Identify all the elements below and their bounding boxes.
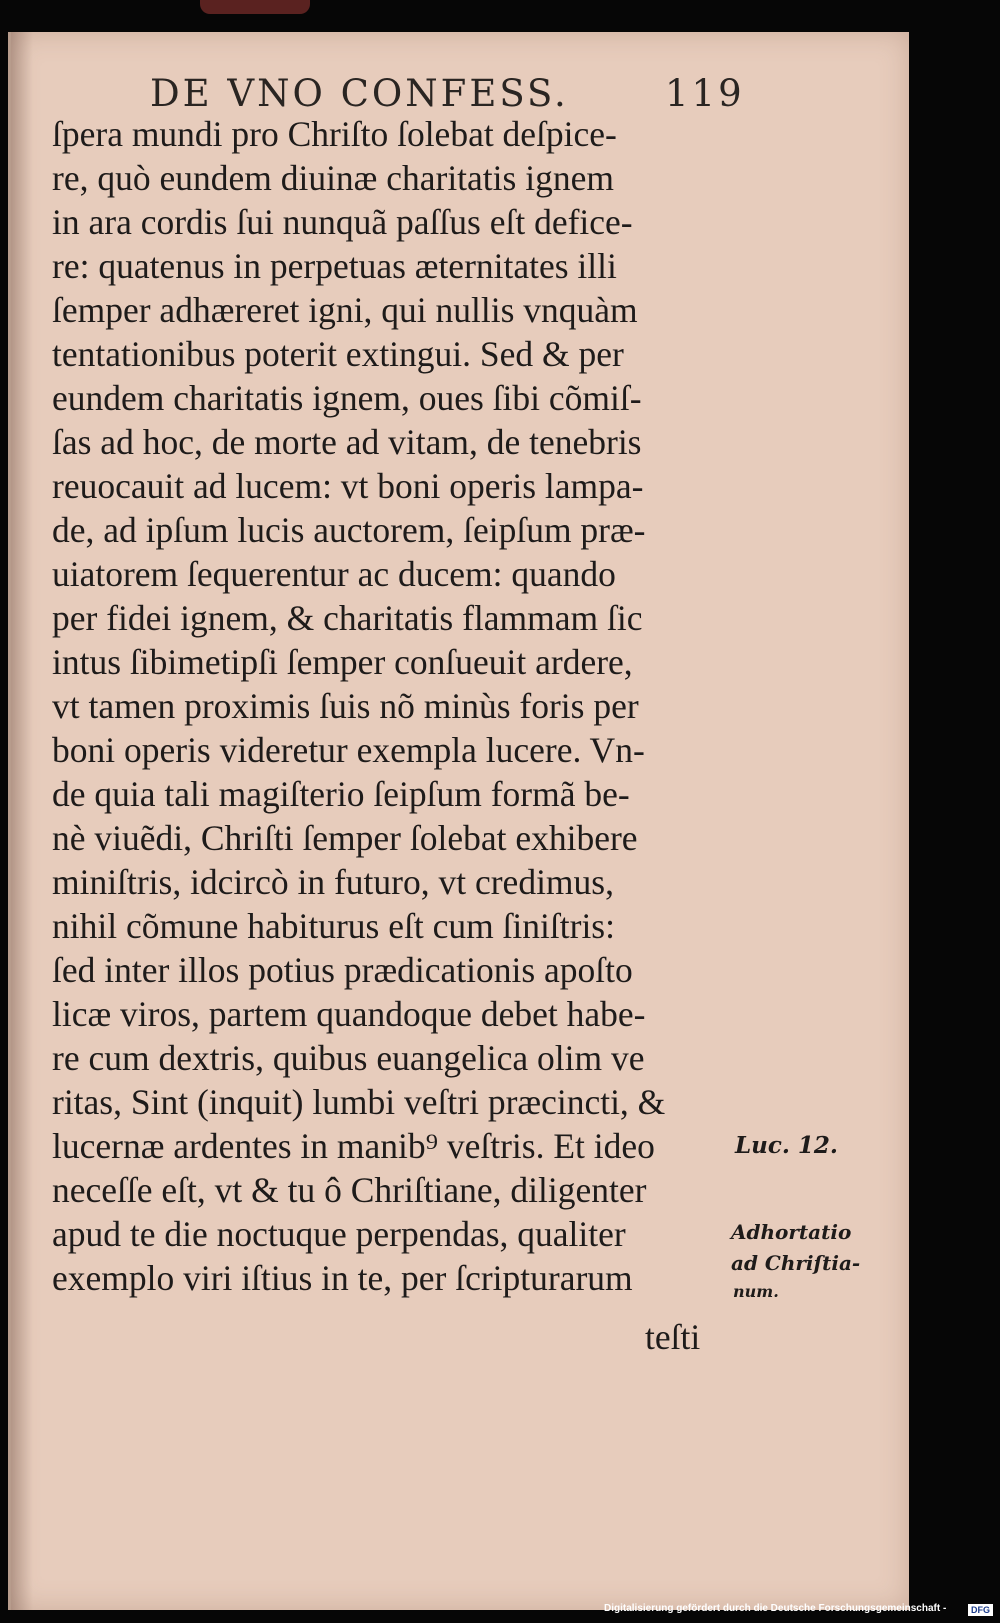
body-text	[52, 112, 752, 1300]
running-title: DE VNO CONFESS.	[150, 72, 569, 115]
digitization-credit: Digitalisierung gefördert durch die Deutsche Forschungsgemeinschaft -	[604, 1603, 947, 1614]
top-stain	[200, 0, 310, 14]
text-line: ritas, Sint (inquit) lumbi veſtri præcincti, &	[52, 1082, 666, 1122]
text-line: exemplo viri iſtius in te, per ſcripturarum	[52, 1258, 633, 1298]
text-line: apud te die noctuque perpendas, qualiter	[52, 1214, 626, 1254]
text-line: reuocauit ad lucem: vt boni operis lampa-	[52, 466, 644, 506]
marginal-note-reference: Luc. 12.	[735, 1132, 838, 1159]
text-line: uiatorem ſequerentur ac ducem: quando	[52, 554, 616, 594]
text-line: vt tamen proximis ſuis nõ minùs foris per	[52, 686, 639, 726]
text-line: intus ſibimetipſi ſemper conſueuit ardere,	[52, 642, 633, 682]
marginal-note-line: ad Chriſtia-	[731, 1251, 861, 1275]
text-line: re cum dextris, quibus euangelica olim ve	[52, 1038, 645, 1078]
text-line: nihil cõmune habiturus eſt cum ſiniſtris:	[52, 906, 615, 946]
marginal-note-line: Adhortatio	[731, 1220, 852, 1244]
text-line: tentationibus poterit extingui. Sed & per	[52, 334, 624, 374]
text-line: de quia tali magiſterio ſeipſum formã be-	[52, 774, 630, 814]
text-line: nè viuẽdi, Chriſti ſemper ſolebat exhibere	[52, 818, 638, 858]
text-line: boni operis videretur exempla lucere. Vn-	[52, 730, 645, 770]
text-line: re, quò eundem diuinæ charitatis ignem	[52, 158, 614, 198]
text-line: lucernæ ardentes in manib⁹ veſtris. Et ideo	[52, 1126, 655, 1166]
text-line: miniſtris, idcircò in futuro, vt credimus,	[52, 862, 614, 902]
text-line: ſpera mundi pro Chriſto ſolebat deſpice-	[52, 114, 617, 154]
spine-shadow	[11, 32, 33, 1610]
text-line: de, ad ipſum lucis auctorem, ſeipſum præ-	[52, 510, 646, 550]
text-line: per fidei ignem, & charitatis flammam ſic	[52, 598, 643, 638]
text-line: in ara cordis ſui nunquã paſſus eſt defice-	[52, 202, 633, 242]
text-line: eundem charitatis ignem, oues ſibi cõmiſ-	[52, 378, 642, 418]
text-line: re: quatenus in perpetuas æternitates illi	[52, 246, 617, 286]
text-line: ſed inter illos potius prædicationis apoſto	[52, 950, 633, 990]
text-line: licæ viros, partem quandoque debet habe-	[52, 994, 646, 1034]
text-line: ſemper adhæreret igni, qui nullis vnquàm	[52, 290, 638, 330]
dfg-logo: DFG	[968, 1604, 993, 1616]
marginal-note-line: num.	[733, 1282, 779, 1301]
text-line: neceſſe eſt, vt & tu ô Chriſtiane, diligenter	[52, 1170, 647, 1210]
catchword: teſti	[645, 1317, 701, 1357]
page-number: 119	[665, 72, 745, 115]
text-line: ſas ad hoc, de morte ad vitam, de tenebris	[52, 422, 642, 462]
running-header	[150, 72, 745, 115]
